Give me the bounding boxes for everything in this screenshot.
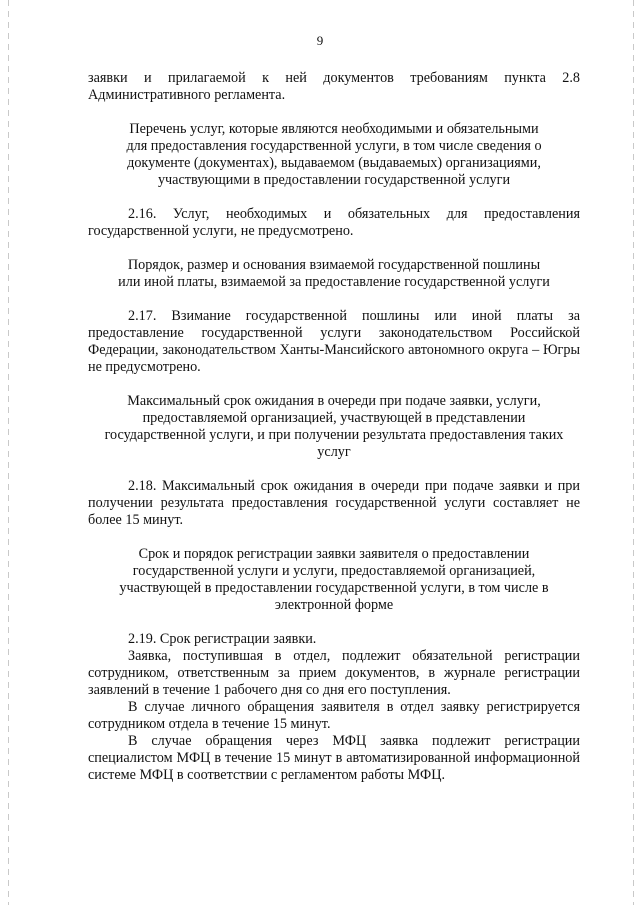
section-heading: [88, 121, 580, 189]
section-heading: [88, 546, 580, 614]
heading-line: электронной форме: [274, 597, 394, 613]
heading-line: государственной услуги и услуги, предоставляемой организацией,: [132, 563, 536, 579]
paragraph: 2.17. Взимание государственной пошлины или иной платы за предоставление государственной услуги законодательством Российской Федерации, законодательством Ханты-Мансийского автономного округа – Югры не предусмотрено.: [88, 308, 580, 375]
paragraph: 2.18. Максимальный срок ожидания в очереди при подаче заявки и при получении результата предоставления государственной услуги составляет не более 15 минут.: [88, 478, 580, 528]
heading-line: Порядок, размер и основания взимаемой государственной пошлины: [127, 257, 541, 273]
paragraph: 2.16. Услуг, необходимых и обязательных для предоставления государственной услуги, не предусмотрено.: [88, 206, 580, 239]
heading-line: или иной платы, взимаемой за предоставление государственной услуги: [118, 274, 550, 290]
heading-line: Срок и порядок регистрации заявки заявителя о предоставлении: [138, 546, 530, 562]
paragraph: В случае личного обращения заявителя в отдел заявку регистрируется сотрудником отдела в течение 15 минут.: [88, 699, 580, 732]
heading-line: услуг: [317, 444, 351, 460]
page-number: 9: [316, 33, 324, 48]
block-gap: [88, 614, 580, 631]
heading-line: документе (документах), выдаваемом (выдаваемых) организациями,: [127, 155, 541, 171]
block-gap: [88, 376, 580, 393]
block-gap: [88, 240, 580, 257]
paragraph: 2.19. Срок регистрации заявки.: [128, 631, 317, 647]
heading-line: государственной услуги, и при получении результата предоставления таких: [104, 427, 564, 443]
section-heading: [88, 393, 580, 461]
heading-line: для предоставления государственной услуги, в том числе сведения о: [126, 138, 542, 154]
heading-line: участвующими в предоставлении государственной услуги: [157, 172, 511, 188]
block-gap: [88, 529, 580, 546]
scan-edge-left: [8, 0, 9, 905]
heading-line: Максимальный срок ожидания в очереди при подаче заявки, услуги,: [127, 393, 541, 409]
block-gap: [88, 189, 580, 206]
section-heading: [88, 257, 580, 291]
heading-line: Перечень услуг, которые являются необходимыми и обязательными: [129, 121, 539, 137]
scan-edge-right: [633, 0, 634, 905]
block-gap: [88, 104, 580, 121]
block-gap: [88, 461, 580, 478]
heading-line: предоставляемой организацией, участвующей в представлении: [142, 410, 526, 426]
paragraph: Заявка, поступившая в отдел, подлежит обязательной регистрации сотрудником, ответственным за прием документов, в журнале регистрации заявлений в течение 1 рабочего дня со дня его поступления.: [88, 648, 580, 698]
paragraph: В случае обращения через МФЦ заявка подлежит регистрации специалистом МФЦ в течение 15 минут в автоматизированной информационной системе МФЦ в соответствии с регламентом работы МФЦ.: [88, 733, 580, 783]
heading-line: участвующей в предоставлении государственной услуги, в том числе в: [119, 580, 549, 596]
document-body: [88, 70, 580, 784]
block-gap: [88, 291, 580, 308]
paragraph: заявки и прилагаемой к ней документов требованиям пункта 2.8 Административного регламента.: [88, 70, 580, 103]
